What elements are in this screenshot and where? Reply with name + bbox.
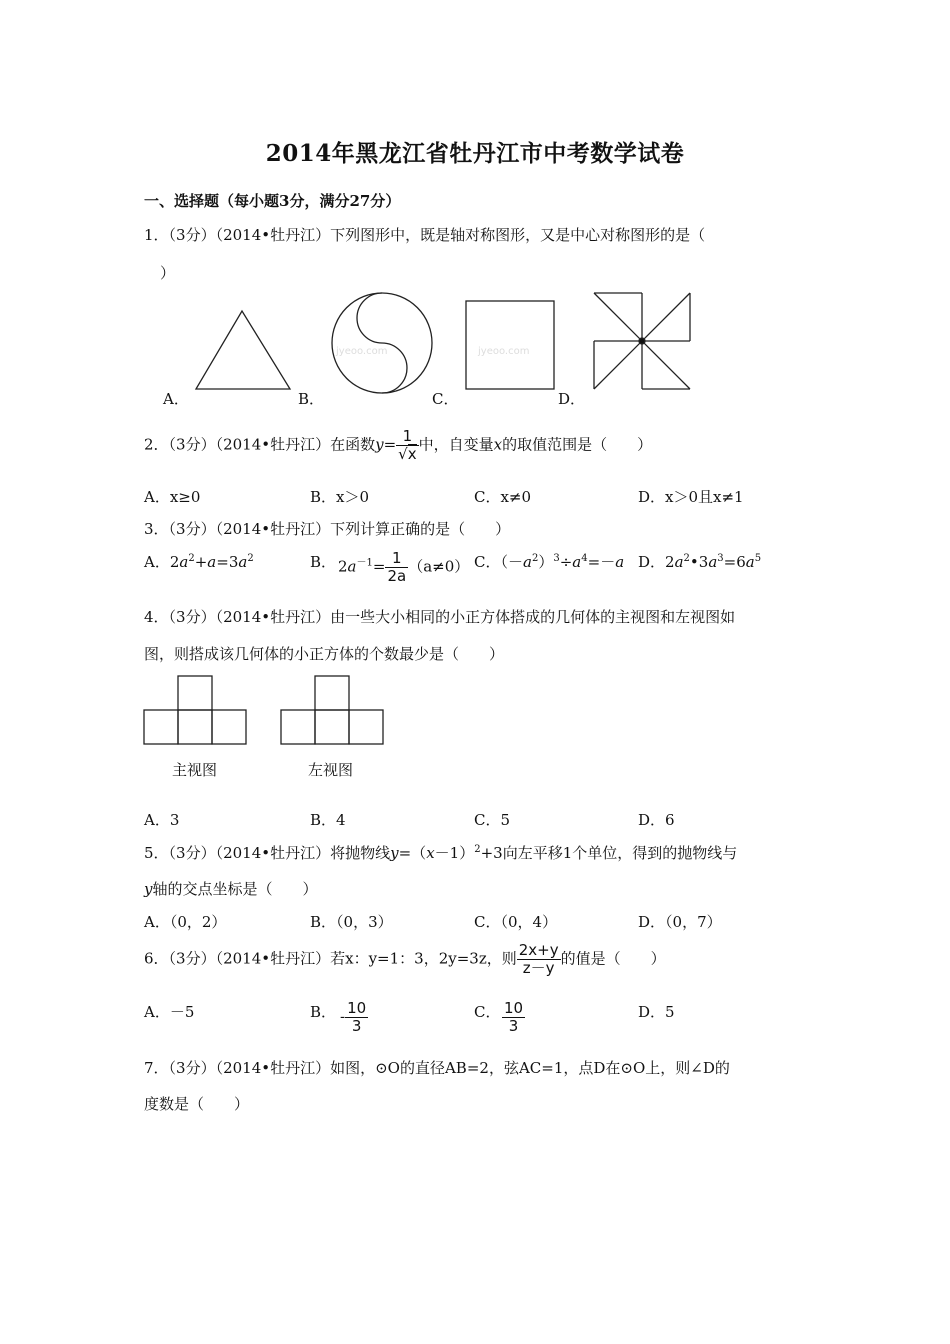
triangle-figure bbox=[196, 311, 290, 389]
q6-fraction bbox=[517, 942, 561, 977]
q3-b-den: 2a bbox=[387, 567, 407, 585]
q1-option-a: A． bbox=[163, 390, 189, 408]
sqrt-symbol: √ bbox=[398, 445, 408, 463]
q6-c-den: 3 bbox=[508, 1017, 519, 1035]
q6-prefix: 6．（3分）（2014•牡丹江）若 bbox=[144, 949, 346, 968]
q2-y: y= bbox=[375, 435, 397, 454]
q2-text bbox=[144, 428, 652, 463]
q6-option-c-label: C． bbox=[474, 1003, 501, 1021]
q2-option-d: D．x＞0且x≠1 bbox=[638, 488, 744, 506]
q3-b-condition: （a≠0） bbox=[408, 557, 470, 576]
q5-option-b: B．（0，3） bbox=[310, 913, 393, 931]
q3-text: 3．（3分）（2014•牡丹江）下列计算正确的是（ ） bbox=[144, 520, 511, 538]
square-figure bbox=[466, 301, 554, 389]
q2-option-c: C．x≠0 bbox=[474, 488, 532, 506]
q1-option-b: B． bbox=[298, 390, 325, 408]
q6-b-sign: - bbox=[340, 1007, 346, 1026]
q1-option-d: D． bbox=[558, 390, 586, 408]
q2-fraction bbox=[396, 428, 418, 463]
q3-option-d-label: D． bbox=[638, 553, 666, 571]
q2-frac-num: 1 bbox=[396, 428, 418, 446]
q5-option-d: D．（0，7） bbox=[638, 913, 722, 931]
q4-option-a: A．3 bbox=[144, 811, 180, 829]
q2-post2: 的取值范围是（ ） bbox=[502, 435, 653, 454]
q3-option-c: C．$(-a^2)^3\div a^4=-a$ bbox=[474, 553, 625, 571]
left-view bbox=[281, 676, 383, 744]
q3-b-num: 1 bbox=[385, 550, 408, 568]
q6-option-d: D．5 bbox=[638, 1003, 675, 1021]
q5-option-a: A．（0，2） bbox=[144, 913, 227, 931]
q6-option-c bbox=[502, 1000, 525, 1035]
q7-text-line2: 度数是（ ） bbox=[144, 1095, 250, 1113]
q2-radicand: x bbox=[407, 445, 417, 463]
q5-line2-text: 轴的交点坐标是（ ） bbox=[152, 880, 318, 898]
q4-option-b: B．4 bbox=[310, 811, 346, 829]
q4-option-d: D．6 bbox=[638, 811, 675, 829]
q2-post: 中，自变量 bbox=[418, 435, 494, 454]
q1-text-line2: ） bbox=[160, 264, 176, 282]
q6-c-num: 10 bbox=[504, 999, 524, 1017]
q5-prefix: 5．（3分）（2014•牡丹江）将抛物线 bbox=[144, 844, 391, 862]
watermark-1: jyeoo.com bbox=[336, 346, 388, 357]
watermark-2: jyeoo.com bbox=[478, 346, 530, 357]
q3-option-b: $2a^{-1}=$ $\frac{1}{2a}$ （a≠0） bbox=[338, 549, 470, 585]
q4-text-line2: 图，则搭成该几何体的小正方体的个数最少是（ ） bbox=[144, 645, 505, 663]
q7-text-line1: 7．（3分）（2014•牡丹江）如图，⊙O的直径AB=2，弦AC=1，点D在⊙O上，则∠D的 bbox=[144, 1059, 730, 1077]
q3-option-b-label: B． bbox=[310, 553, 337, 571]
q5-text-line2: y轴的交点坐标是（ ） bbox=[144, 880, 318, 898]
q6-condition: x：y=1：3，2y=3z，则 bbox=[345, 949, 517, 968]
q4-option-c: C．5 bbox=[474, 811, 511, 829]
q6-text bbox=[144, 942, 666, 977]
q4-text-line1: 4．（3分）（2014•牡丹江）由一些大小相同的小正方体搭成的几何体的主视图和左视图如 bbox=[144, 608, 736, 626]
q6-option-b bbox=[340, 1000, 368, 1035]
section-heading: 一、选择题（每小题3分，满分27分） bbox=[144, 192, 401, 210]
q5-text-line1: 5．（3分）（2014•牡丹江）将抛物线$y=(x-1)^2+3$向左平移1个单位，得到的抛物线与 bbox=[144, 844, 738, 862]
q4-views bbox=[142, 672, 392, 752]
q1-option-c: C． bbox=[432, 390, 459, 408]
q6-b-fraction bbox=[345, 1000, 368, 1035]
q3-option-d: D．$2a^2•3a^3=6a^5$ bbox=[638, 553, 762, 571]
page-title: 2014年黑龙江省牡丹江市中考数学试卷 bbox=[265, 140, 685, 167]
pinwheel-figure bbox=[594, 293, 690, 389]
q2-option-a: A．x≥0 bbox=[144, 488, 201, 506]
left-view-caption: 左视图 bbox=[308, 761, 354, 779]
q6-b-den: 3 bbox=[351, 1017, 362, 1035]
front-view bbox=[144, 676, 246, 744]
q2-frac-den bbox=[396, 446, 418, 463]
q3-option-c-label: C． bbox=[474, 553, 501, 571]
q3-option-a-label: A． bbox=[144, 553, 170, 571]
q3-b-fraction bbox=[385, 550, 408, 585]
q6-b-num: 10 bbox=[347, 999, 367, 1017]
q5-post: +3向左平移1个单位，得到的抛物线与 bbox=[480, 844, 738, 862]
q6-c-fraction bbox=[502, 1000, 525, 1035]
q2-x: x bbox=[493, 435, 503, 454]
q6-frac-num: 2x+y bbox=[518, 941, 559, 959]
q6-post: 的值是（ ） bbox=[560, 949, 666, 968]
yin-yang-figure bbox=[332, 293, 432, 393]
q6-frac-den: z－y bbox=[522, 959, 555, 977]
q2-option-b: B．x＞0 bbox=[310, 488, 370, 506]
q6-option-a: A．－5 bbox=[144, 1003, 195, 1021]
q6-option-b-label: B． bbox=[310, 1003, 337, 1021]
q2-prefix: 2．（3分）（2014•牡丹江）在函数 bbox=[144, 435, 376, 454]
q3-option-a: A．$2a^2+a=3a^2$ bbox=[144, 553, 254, 571]
q1-text-line1: 1．（3分）（2014•牡丹江）下列图形中，既是轴对称图形，又是中心对称图形的是（ bbox=[144, 226, 706, 244]
front-view-caption: 主视图 bbox=[172, 761, 218, 779]
q5-option-c: C．（0，4） bbox=[474, 913, 558, 931]
